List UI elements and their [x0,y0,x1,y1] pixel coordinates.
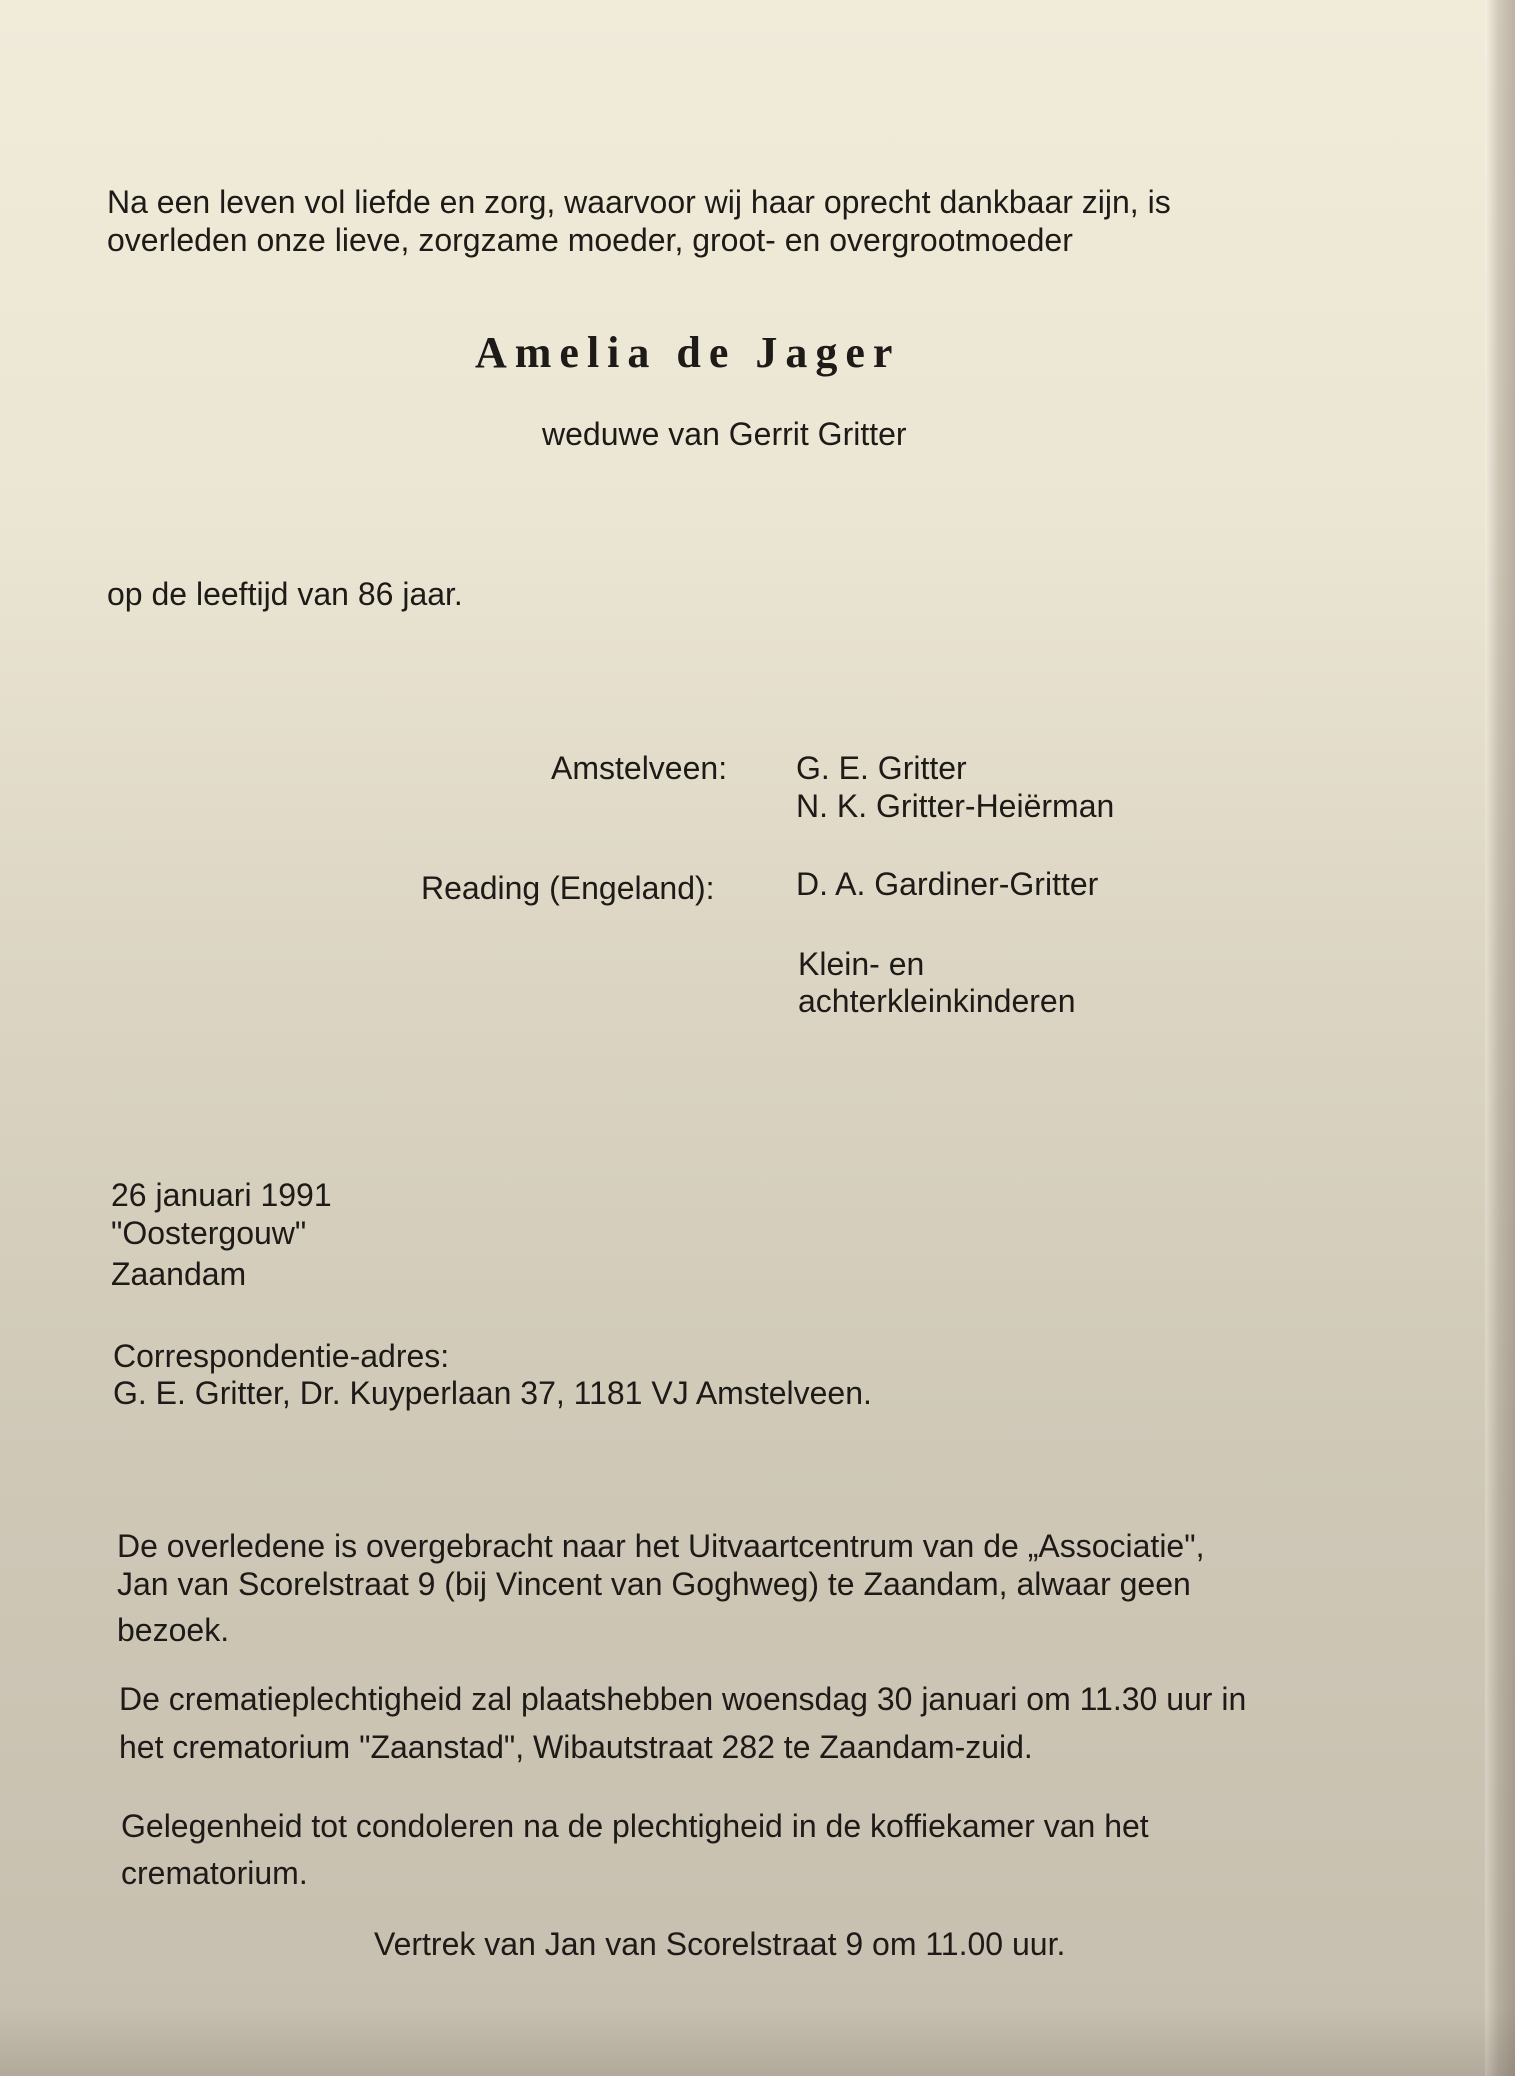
family-name-amstelveen-2: N. K. Gritter-Heiërman [796,788,1115,824]
correspondence-address: G. E. Gritter, Dr. Kuyperlaan 37, 1181 VJ Amstelveen. [113,1375,872,1411]
age-text: op de leeftijd van 86 jaar. [107,576,463,612]
family-place-reading: Reading (Engeland): [421,870,715,906]
intro-line-2: overleden onze lieve, zorgzame moeder, groot- en overgrootmoeder [107,222,1073,258]
house-name: "Oostergouw" [111,1215,307,1251]
transfer-line-1: De overledene is overgebracht naar het Uitvaartcentrum van de „Associatie", [117,1528,1205,1564]
family-name-amstelveen-1: G. E. Gritter [796,750,967,786]
family-grandchildren-1: Klein- en [798,946,925,982]
condolence-line-2: crematorium. [121,1855,308,1891]
city: Zaandam [111,1256,247,1292]
correspondence-label: Correspondentie-adres: [113,1338,450,1374]
paper-edge [1485,0,1515,2076]
family-grandchildren-2: achterkleinkinderen [798,983,1076,1019]
cremation-line-1: De crematieplechtigheid zal plaatshebben woensdag 30 januari om 11.30 uur in [119,1681,1247,1717]
widow-of: weduwe van Gerrit Gritter [542,416,907,452]
date: 26 januari 1991 [111,1177,332,1213]
family-name-reading-1: D. A. Gardiner-Gritter [796,866,1099,902]
transfer-line-3: bezoek. [117,1612,230,1648]
deceased-name: Amelia de Jager [475,328,901,377]
intro-line-1: Na een leven vol liefde en zorg, waarvoor wij haar oprecht dankbaar zijn, is [107,184,1171,220]
bottom-shadow [0,2006,1515,2076]
transfer-line-2: Jan van Scorelstraat 9 (bij Vincent van Goghweg) te Zaandam, alwaar geen [117,1566,1191,1602]
family-place-amstelveen: Amstelveen: [551,750,728,786]
condolence-line-1: Gelegenheid tot condoleren na de plechtigheid in de koffiekamer van het [121,1808,1149,1844]
cremation-line-2: het crematorium "Zaanstad", Wibautstraat 282 te Zaandam-zuid. [119,1729,1033,1765]
departure: Vertrek van Jan van Scorelstraat 9 om 11.00 uur. [374,1926,1066,1962]
